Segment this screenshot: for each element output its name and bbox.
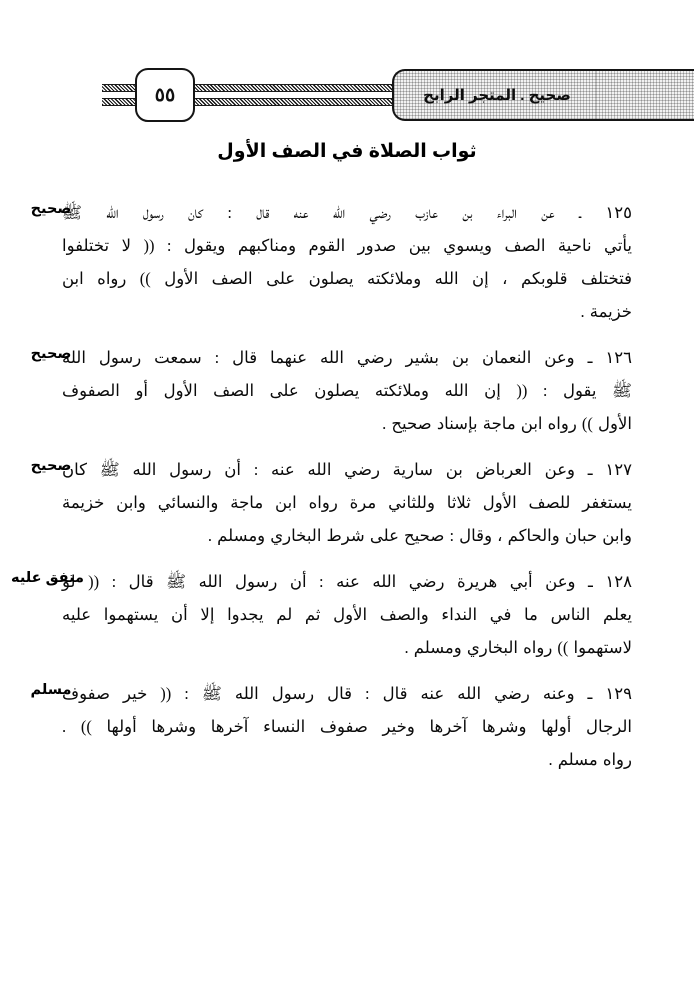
running-title-plaque-tail	[596, 69, 694, 121]
grade-label: صحيح	[30, 201, 72, 217]
hadith-line: لاستهموا )) رواه البخاري ومسلم .	[404, 638, 632, 657]
hadith-line: ١٢٦ ـ وعن النعمان بن بشير رضي الله عنهما قال : سمعت رسول الله	[62, 348, 632, 367]
hadith-line: فتختلف قلوبكم ، إن الله وملائكته يصلون على الصف الأول )) رواه ابن	[62, 269, 632, 288]
hadith-text	[62, 565, 632, 664]
hadith-line: ١٢٥ ـ عن البراء بن عازب رضي الله عنه قال : كان رسول الله ﷺ	[62, 203, 632, 222]
hadith-line: وابن حبان والحاكم ، وقال : صحيح على شرط البخاري ومسلم .	[207, 526, 632, 545]
hadith-entry	[0, 341, 694, 440]
page-header-ornament	[0, 68, 694, 120]
hadith-line: ﷺ يقول : (( إن الله وملائكته يصلون على الصف الأول أو الصفوف	[62, 381, 632, 400]
running-title-plaque	[392, 69, 600, 121]
hadith-entry	[0, 453, 694, 552]
body-text-area	[0, 196, 694, 961]
hadith-line: يعلم الناس ما في النداء والصف الأول ثم لم يجدوا إلا أن يستهموا عليه	[62, 605, 632, 624]
grade-label: متفق عليه	[11, 570, 84, 586]
hadith-line: الأول )) رواه ابن ماجة بإسناد صحيح .	[382, 414, 632, 433]
hadith-text	[62, 453, 632, 552]
page-number-box	[135, 68, 195, 122]
hadith-text	[62, 196, 632, 328]
grade-label: صحيح	[30, 346, 72, 362]
hadith-entry	[0, 565, 694, 664]
hadith-line: الرجال أولها وشرها آخرها وخير صفوف النساء آخرها وشرها أولها )) .	[62, 717, 632, 736]
hadith-entry	[0, 677, 694, 776]
hadith-text	[62, 341, 632, 440]
hadith-line: رواه مسلم .	[548, 750, 632, 769]
running-title-text: صحيح . المتجر الرابح	[423, 87, 571, 104]
hadith-entry	[0, 196, 694, 328]
hadith-line: يستغفر للصف الأول ثلاثا وللثاني مرة رواه ابن ماجة والنسائي وابن خزيمة	[62, 493, 632, 512]
hadith-line: يأتي ناحية الصف ويسوي بين صدور القوم ومناكبهم ويقول : (( لا تختلفوا	[62, 236, 632, 255]
hadith-text	[62, 677, 632, 776]
section-title: ثواب الصلاة في الصف الأول	[217, 141, 477, 162]
page-number: ٥٥	[154, 84, 176, 106]
hadith-line: ١٢٧ ـ وعن العرباض بن سارية رضي الله عنه : أن رسول الله ﷺ كان	[62, 460, 632, 479]
hadith-line: ١٢٨ ـ وعن أبي هريرة رضي الله عنه : أن رسول الله ﷺ قال : (( لو	[62, 572, 632, 591]
hadith-line: خزيمة .	[580, 302, 632, 321]
grade-label: صحيح	[30, 458, 72, 474]
grade-label: مسلم	[30, 682, 72, 698]
hadith-line: ١٢٩ ـ وعنه رضي الله عنه قال : قال رسول الله ﷺ : (( خير صفوف	[62, 684, 632, 703]
